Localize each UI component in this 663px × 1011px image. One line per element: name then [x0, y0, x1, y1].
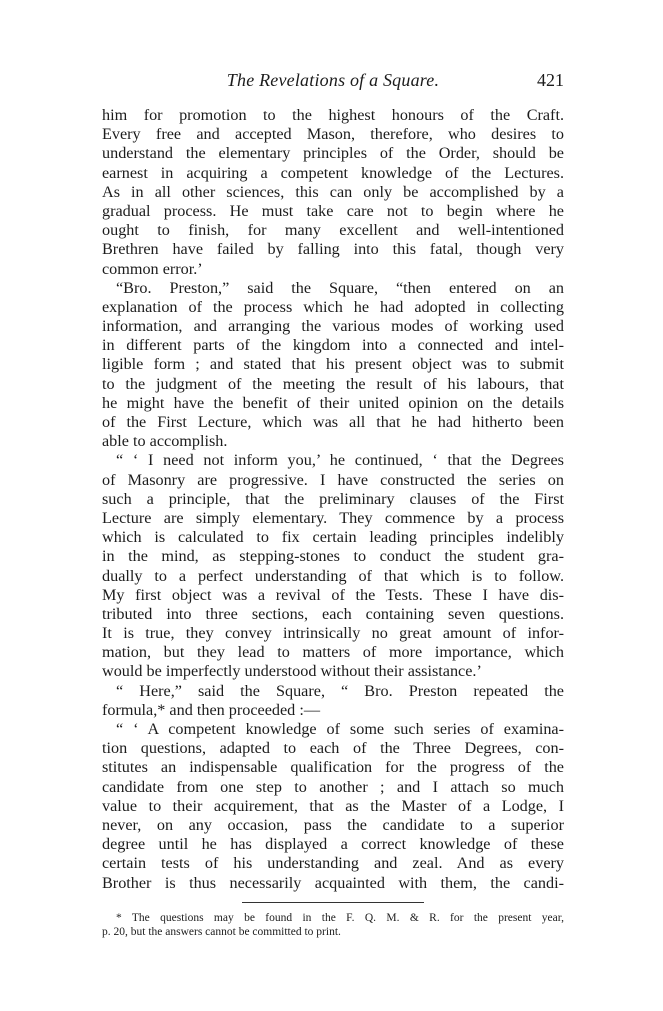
- text-line: Every free and accepted Mason, therefore, who desires to: [102, 125, 564, 144]
- text-line: “ ‘ I need not inform you,’ he continued, ‘ that the Degrees: [116, 451, 564, 470]
- text-line: stitutes an indispensable qualification for the progress of the: [102, 758, 564, 777]
- text-line: ligible form ; and stated that his present object was to submit: [102, 355, 564, 374]
- text-line: never, on any occasion, pass the candidate to a superior: [102, 815, 564, 834]
- text-line: information, and arranging the various modes of working used: [102, 317, 564, 336]
- text-line: such a principle, that the preliminary clauses of the First: [102, 489, 564, 508]
- text-line: would be imperfectly understood without their assistance.’: [102, 662, 482, 681]
- text-line: “Bro. Preston,” said the Square, “then entered on an: [116, 278, 564, 297]
- text-line: As in all other sciences, this can only be accomplished by a: [102, 182, 564, 201]
- text-line: him for promotion to the highest honours of the Craft.: [102, 106, 564, 124]
- text-line: candidate from one step to another ; and I attach so much: [102, 777, 564, 796]
- text-line: Brother is thus necessarily acquainted with them, the candi-: [102, 873, 564, 892]
- text-line: in different parts of the kingdom into a connected and intel-: [102, 336, 564, 355]
- text-line: My first object was a revival of the Tests. These I have dis-: [102, 585, 564, 604]
- text-line: “ ‘ A competent knowledge of some such series of examina-: [116, 720, 564, 738]
- footnote-line: * The questions may be found in the F. Q. M. & R. for the present year,: [116, 911, 564, 924]
- text-line: able to accomplish.: [102, 432, 228, 451]
- text-line: dually to a perfect understanding of that which is to follow.: [102, 566, 564, 585]
- text-line: Lecture are simply elementary. They commence by a process: [102, 508, 564, 527]
- footnote: [102, 911, 564, 939]
- text-line: of Masonry are progressive. I have constructed the series on: [102, 470, 564, 489]
- text-line: understand the elementary principles of the Order, should be: [102, 144, 564, 163]
- text-line: It is true, they convey intrinsically no great amount of infor-: [102, 624, 564, 643]
- text-line: of the First Lecture, which was all that he had hitherto been: [102, 413, 564, 431]
- text-line: formula,* and then proceeded :—: [102, 700, 321, 719]
- text-line: Brethren have failed by falling into this fatal, though very: [102, 240, 564, 259]
- page-number: 421: [537, 70, 564, 90]
- body-text: [102, 106, 564, 893]
- text-line: ought to finish, for many excellent and well-intentioned: [102, 221, 564, 240]
- text-line: to the judgment of the meeting the result of his labours, that: [102, 374, 564, 393]
- footnote-line: p. 20, but the answers cannot be committed to print.: [102, 925, 341, 938]
- text-line: common error.’: [102, 259, 203, 278]
- text-line: tion questions, adapted to each of the Three Degrees, con-: [102, 739, 564, 758]
- text-line: which is calculated to fix certain leading principles indelibly: [102, 528, 564, 547]
- text-line: certain tests of his understanding and zeal. And as every: [102, 854, 564, 873]
- footnote-divider: [242, 902, 424, 903]
- page-header: [102, 70, 564, 96]
- text-line: degree until he has displayed a correct knowledge of these: [102, 835, 564, 854]
- text-line: he might have the benefit of their united opinion on the details: [102, 393, 564, 412]
- text-line: tributed into three sections, each containing seven questions.: [102, 604, 564, 623]
- text-line: value to their acquirement, that as the Master of a Lodge, I: [102, 796, 564, 815]
- running-title: The Revelations of a Square.: [226, 70, 440, 90]
- book-page: [102, 70, 564, 939]
- text-line: gradual process. He must take care not to begin where he: [102, 201, 564, 220]
- text-line: in the mind, as stepping-stones to conduct the student gra-: [102, 547, 564, 566]
- text-line: “ Here,” said the Square, “ Bro. Preston repeated the: [116, 681, 564, 700]
- text-line: explanation of the process which he had adopted in collecting: [102, 297, 564, 316]
- text-line: earnest in acquiring a competent knowledge of the Lectures.: [102, 163, 564, 182]
- text-line: mation, but they lead to matters of more importance, which: [102, 643, 564, 662]
